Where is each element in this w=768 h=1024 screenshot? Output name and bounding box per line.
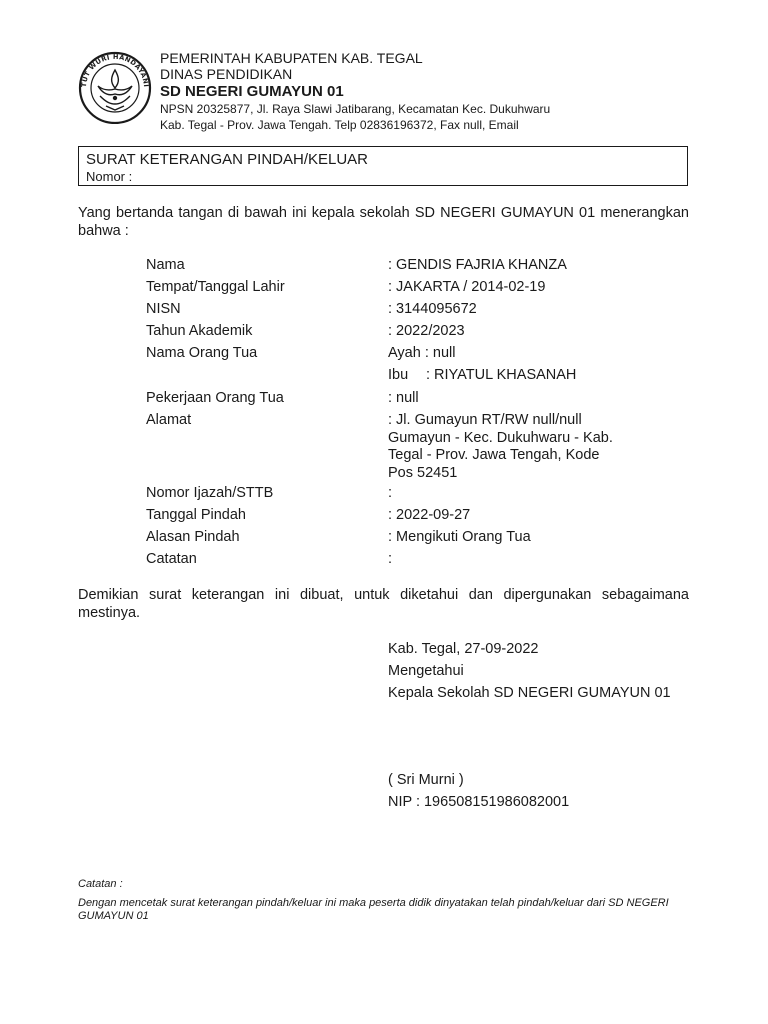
field-value-catatan: : — [388, 551, 393, 567]
field-label-nama: Nama — [146, 257, 185, 273]
field-label-catatan: Catatan — [146, 551, 197, 567]
footnote-heading: Catatan : — [78, 878, 123, 890]
field-label-ibu: Ibu — [388, 367, 409, 383]
closing-paragraph: Demikian surat keterangan ini dibuat, untuk diketahui dan dipergunakan sebagaimana mestinya. — [78, 587, 689, 621]
title-box — [78, 146, 688, 186]
field-value-alasan-pindah: : Mengikuti Orang Tua — [388, 529, 531, 545]
field-label-alasan-pindah: Alasan Pindah — [146, 529, 240, 545]
field-value-pekerjaan: : null — [388, 390, 419, 406]
footnote-text: Dengan mencetak surat keterangan pindah/keluar ini maka peserta didik dinyatakan telah pindah/keluar dari SD NEGERI GUMAYUN 01 — [78, 897, 669, 922]
document-title: SURAT KETERANGAN PINDAH/KELUAR — [86, 151, 369, 168]
field-value-nama: : GENDIS FAJRIA KHANZA — [388, 257, 567, 273]
field-label-tahun-akademik: Tahun Akademik — [146, 323, 253, 339]
field-value-nisn: : 3144095672 — [388, 301, 477, 317]
signature-nip: NIP : 196508151986082001 — [388, 794, 570, 810]
signature-place-date: Kab. Tegal, 27-09-2022 — [388, 641, 539, 657]
field-value-ttl: : JAKARTA / 2014-02-19 — [388, 279, 546, 295]
field-value-tanggal-pindah: : 2022-09-27 — [388, 507, 471, 523]
government-line: PEMERINTAH KABUPATEN KAB. TEGAL — [160, 50, 423, 66]
intro-paragraph: Yang bertanda tangan di bawah ini kepala sekolah SD NEGERI GUMAYUN 01 menerangkan bahwa : — [78, 205, 689, 239]
field-value-alamat: : Jl. Gumayun RT/RW null/null Gumayun - Kec. Dukuhwaru - Kab. Tegal - Prov. Jawa Tengah, Kode Pos 52451 — [388, 412, 613, 481]
field-label-nisn: NISN — [146, 301, 181, 317]
tut-wuri-handayani-emblem-icon — [76, 50, 154, 124]
letterhead — [160, 50, 720, 133]
logo-motto: TUT WURI HANDAYANI — [79, 52, 151, 88]
field-label-pekerjaan: Pekerjaan Orang Tua — [146, 390, 284, 406]
field-label-alamat: Alamat — [146, 412, 192, 428]
school-address-line-2: Kab. Tegal - Prov. Jawa Tengah. Telp 02836196372, Fax null, Email — [160, 118, 519, 132]
school-address-line-1: NPSN 20325877, Jl. Raya Slawi Jatibarang, Kecamatan Kec. Dukuhwaru — [160, 102, 551, 116]
field-value-tahun-akademik: : 2022/2023 — [388, 323, 465, 339]
field-label-tanggal-pindah: Tanggal Pindah — [146, 507, 246, 523]
field-value-ijazah: : — [388, 485, 393, 501]
field-label-nama-orang-tua: Nama Orang Tua — [146, 345, 258, 361]
signature-mengetahui: Mengetahui — [388, 663, 464, 679]
field-label-ijazah: Nomor Ijazah/STTB — [146, 485, 274, 501]
signature-position: Kepala Sekolah SD NEGERI GUMAYUN 01 — [388, 685, 671, 701]
document-number: Nomor : — [86, 169, 133, 184]
department-line: DINAS PENDIDIKAN — [160, 66, 293, 82]
school-name: SD NEGERI GUMAYUN 01 — [160, 83, 344, 100]
field-value-ibu: : RIYATUL KHASANAH — [426, 367, 577, 383]
field-label-ttl: Tempat/Tanggal Lahir — [146, 279, 285, 295]
signature-name: ( Sri Murni ) — [388, 772, 464, 788]
field-value-ayah: Ayah : null — [388, 345, 456, 361]
